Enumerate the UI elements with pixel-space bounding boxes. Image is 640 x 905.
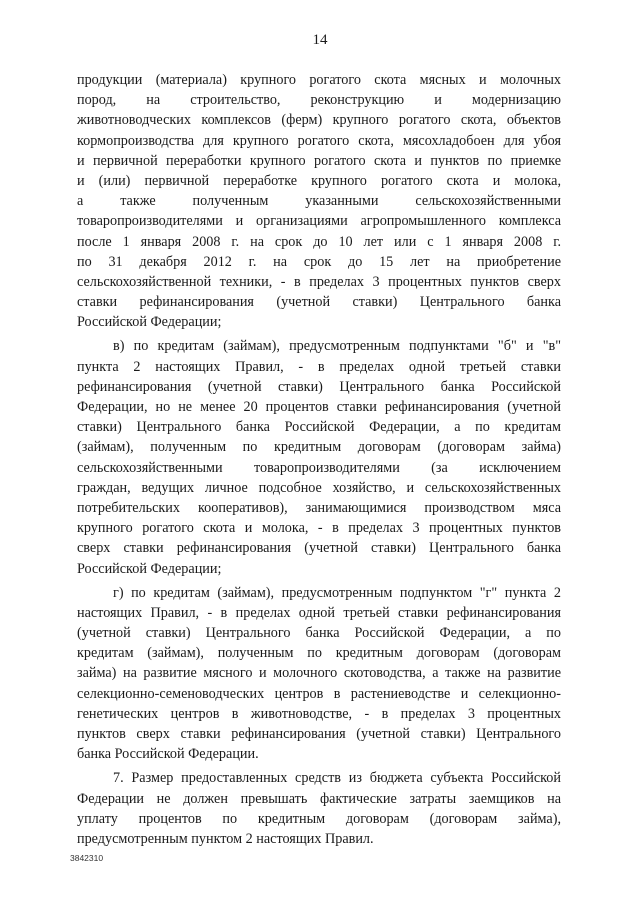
text-line: пунктов сверх ставки рефинансирования (учетной ставки) Центрального: [77, 726, 561, 742]
text-line: крупного рогатого скота и молока, - в пределах 3 процентных пунктов: [77, 520, 561, 537]
document-body: [77, 70, 561, 849]
text-line: и (или) первичной переработке крупного рогатого скота и молока,: [77, 172, 561, 189]
text-line: Российской Федерации;: [77, 560, 222, 577]
page-number: 14: [312, 32, 328, 48]
text-line: настоящих Правил, - в пределах одной третьей ставки рефинансирования: [77, 604, 561, 621]
text-line: генетических центров в животноводстве, - в пределах 3 процентных: [77, 705, 561, 722]
text-line: селекционно-семеноводческих центров в растениеводстве и селекционно-: [77, 685, 561, 702]
text-line: сельскохозяйственной техники, - в пределах 3 процентных пунктов сверх: [77, 273, 561, 290]
text-line: по 31 декабря 2012 г. на срок до 15 лет на приобретение: [77, 253, 561, 270]
text-line: сверх ставки рефинансирования (учетной ставки) Центрального банка: [77, 540, 561, 557]
text-line: (займам), полученным по кредитным договорам (договорам займа): [77, 439, 561, 456]
text-line: кредитам (займам), полученным по кредитным договорам (договорам: [77, 645, 561, 662]
text-line: товаропроизводителями и организациями агропромышленного комплекса: [77, 213, 561, 230]
text-line: животноводческих комплексов (ферм) крупного рогатого скота, объектов: [77, 112, 561, 129]
text-line: в) по кредитам (займам), предусмотренным подпунктами "б" и "в": [113, 338, 561, 355]
text-line: кормопроизводства для крупного рогатого скота, мясохладобоен для убоя: [77, 132, 561, 149]
document-code: 3842310: [70, 853, 104, 863]
text-line: рефинансирования (учетной ставки) Центрального банка Российской: [77, 378, 561, 395]
text-line: Российской Федерации;: [77, 314, 222, 331]
text-line: ставки) Центрального банка Российской Федерации, а по кредитам: [77, 419, 561, 436]
paragraph: [77, 583, 561, 765]
text-line: пункта 2 настоящих Правил, - в пределах одной третьей ставки: [77, 358, 561, 375]
text-line: продукции (материала) крупного рогатого скота мясных и молочных: [77, 72, 561, 88]
paragraph: [77, 336, 561, 578]
text-line: (учетной ставки) Центрального банка Российской Федерации, а по: [77, 625, 561, 642]
text-line: Федерации, но не менее 20 процентов ставки рефинансирования (учетной: [77, 399, 561, 415]
text-line: пород, на строительство, реконструкцию и модернизацию: [77, 92, 561, 109]
paragraph: [77, 70, 561, 332]
text-line: граждан, ведущих личное подсобное хозяйство, и сельскохозяйственных: [77, 479, 561, 496]
text-line: а также полученным указанными сельскохозяйственными: [77, 193, 561, 210]
text-line: банка Российской Федерации.: [77, 746, 259, 763]
paragraph: [77, 768, 561, 849]
text-line: после 1 января 2008 г. на срок до 10 лет или с 1 января 2008 г.: [77, 233, 561, 250]
text-line: потребительских кооперативов), занимающимися производством мяса: [77, 499, 561, 516]
text-line: Федерации не должен превышать фактические затраты заемщиков на: [77, 790, 561, 807]
text-line: уплату процентов по кредитным договорам (договорам займа),: [77, 810, 561, 827]
text-line: сельскохозяйственными товаропроизводителями (за исключением: [77, 459, 561, 476]
text-line: и первичной переработки крупного рогатого скота и пунктов по приемке: [77, 152, 561, 169]
text-line: г) по кредитам (займам), предусмотренным подпунктом "г" пункта 2: [113, 584, 561, 601]
text-line: предусмотренным пунктом 2 настоящих Правил.: [77, 830, 374, 847]
text-line: займа) на развитие мясного и молочного скотоводства, а также на развитие: [77, 665, 561, 682]
text-line: ставки рефинансирования (учетной ставки) Центрального банка: [77, 294, 561, 311]
text-line: 7. Размер предоставленных средств из бюджета субъекта Российской: [113, 770, 561, 787]
